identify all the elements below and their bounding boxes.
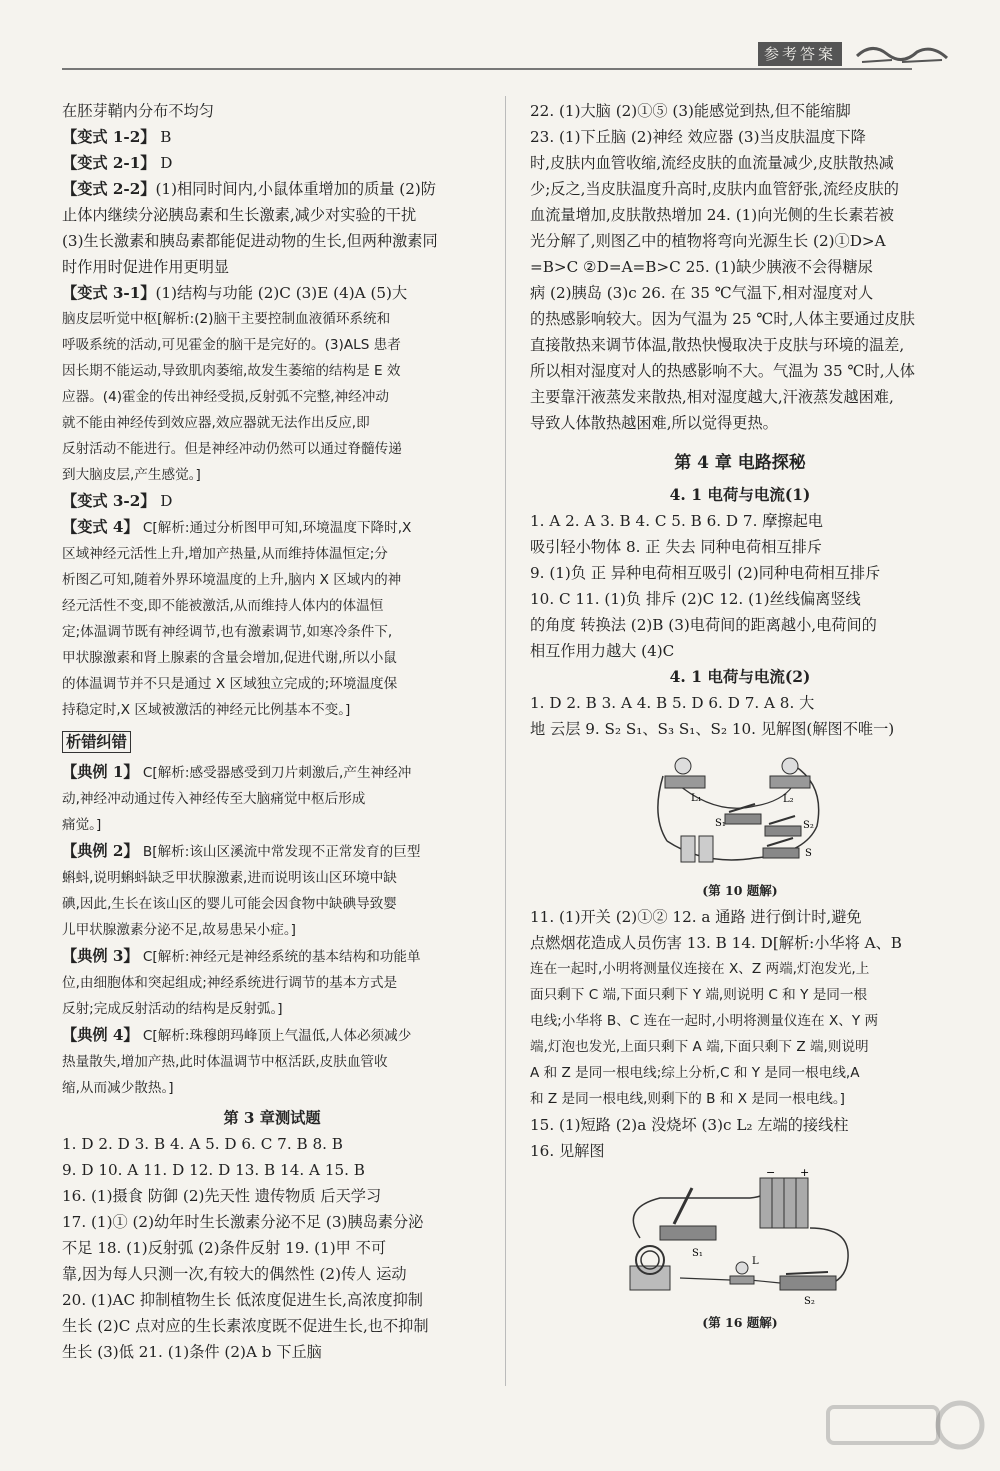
- text-line: 电线;小华将 B、C 连在一起时,小明将测量仪连在 X、Y 两: [530, 1013, 879, 1029]
- text-line: 反射;完成反射活动的结构是反射弧。]: [62, 1001, 283, 1017]
- text-line: 端,灯泡也发光,上面只剩下 A 端,下面只剩下 Z 端,则说明: [530, 1039, 869, 1055]
- chapter-title: 第 4 章 电路探秘: [674, 453, 806, 473]
- label-minus: −: [766, 1168, 776, 1179]
- switch-s-icon: [763, 848, 799, 858]
- figure-caption: (第 16 题解): [702, 1315, 778, 1330]
- text-line: 9. (1)负 正 异种电荷相互吸引 (2)同种电荷相互排斥: [530, 564, 881, 582]
- header-label: 参考答案: [758, 42, 842, 66]
- text-line: 地 云层 9. S₂ S₁、S₃ S₁、S₂ 10. 见解图(解图不唯一): [530, 720, 895, 738]
- text-line: 在胚芽鞘内分布不均匀: [62, 102, 214, 120]
- text-line: 甲状腺激素和肾上腺素的含量会增加,促进代谢,所以小鼠: [62, 650, 397, 666]
- text-line: 1. D 2. B 3. A 4. B 5. D 6. D 7. A 8. 大: [530, 694, 815, 712]
- text-line: 区域神经元活性上升,增加产热量,从而维持体温恒定;分: [62, 546, 388, 562]
- answer-line: 【变式 2-1】 D: [62, 154, 173, 172]
- text-line: 生长 (3)低 21. (1)条件 (2)A b 下丘脑: [62, 1343, 322, 1361]
- text-line: 血流量增加,皮肤散热增加 24. (1)向光侧的生长素若被: [530, 206, 894, 224]
- text-line: 少;反之,当皮肤温度升高时,皮肤内血管舒张,流经皮肤的: [530, 180, 899, 198]
- text-line: 20. (1)AC 抑制植物生长 低浓度促进生长,高浓度抑制: [62, 1291, 423, 1309]
- label-s1: S₁: [692, 1248, 703, 1259]
- text-line: 热量散失,增加产热,此时体温调节中枢活跃,皮肤血管收: [62, 1054, 388, 1070]
- text-line: 时,皮肤内血管收缩,流经皮肤的血流量减少,皮肤散热减: [530, 154, 894, 172]
- text-line: A 和 Z 是同一根电线;综上分析,C 和 Y 是同一根电线,A: [530, 1065, 860, 1081]
- text-line: 位,由细胞体和突起组成;神经系统进行调节的基本方式是: [62, 975, 398, 991]
- text-line: 1. D 2. D 3. B 4. A 5. D 6. C 7. B 8. B: [62, 1135, 343, 1153]
- text-line: 经元活性不变,即不能被激活,从而维持人体内的体温恒: [62, 598, 384, 614]
- text-line: 呼吸系统的活动,可见霍金的脑干是完好的。(3)ALS 患者: [62, 337, 401, 353]
- answer-line: 【典例 2】 B[解析:该山区溪流中常发现不正常发育的巨型: [62, 842, 421, 860]
- label-s1: S₁: [715, 818, 726, 829]
- figure-caption: (第 10 题解): [702, 883, 778, 898]
- answer-line: 【典例 1】 C[解析:感受器感受到刀片刺激后,产生神经冲: [62, 763, 412, 781]
- bulb-l1-icon: [675, 758, 691, 774]
- text-line: 1. A 2. A 3. B 4. C 5. B 6. D 7. 摩擦起电: [530, 512, 823, 530]
- section-title: 4. 1 电荷与电流(2): [669, 667, 811, 686]
- text-line: 的热感影响较大。因为气温为 25 ℃时,人体主要通过皮肤: [530, 310, 915, 328]
- section-box-label: 析错纠错: [62, 731, 131, 753]
- text-line: 缩,从而减少散热。]: [62, 1080, 174, 1096]
- text-line: 的体温调节并不只是通过 X 区域独立完成的;环境温度保: [62, 676, 398, 692]
- text-line: 11. (1)开关 (2)①② 12. a 通路 进行倒计时,避免: [530, 908, 862, 926]
- right-column: [530, 98, 950, 1336]
- section-title: 4. 1 电荷与电流(1): [669, 485, 811, 504]
- left-column: [62, 98, 482, 1365]
- text-line: 因长期不能运动,导致肌肉萎缩,故发生萎缩的结构是 E 效: [62, 363, 401, 379]
- answer-line: 【变式 1-2】 B: [62, 128, 172, 146]
- text-line: 16. (1)摄食 防御 (2)先天性 遗传物质 后天学习: [62, 1187, 382, 1205]
- label-plus: +: [800, 1168, 810, 1179]
- text-line: 所以相对湿度对人的热感影响不大。气温为 35 ℃时,人体: [530, 362, 915, 380]
- section-box-line: [62, 729, 482, 755]
- text-line: 靠,因为每人只测一次,有较大的偶然性 (2)传人 运动: [62, 1265, 407, 1283]
- switch-s1-icon: [725, 814, 761, 824]
- text-line: 析图乙可知,随着外界环境温度的上升,脑内 X 区域内的神: [62, 572, 402, 588]
- text-line: 点燃烟花造成人员伤害 13. B 14. D[解析:小华将 A、B: [530, 934, 902, 952]
- answer-line: 【变式 2-2】(1)相同时间内,小鼠体重增加的质量 (2)防: [62, 180, 436, 198]
- switch-s2-icon: [765, 826, 801, 836]
- text-line: =B>C ②D=A=B>C 25. (1)缺少胰液不会得糖尿: [530, 258, 873, 276]
- text-line: 22. (1)大脑 (2)①⑤ (3)能感觉到热,但不能缩脚: [530, 102, 851, 120]
- text-line: 10. C 11. (1)负 排斥 (2)C 12. (1)丝线偏离竖线: [530, 590, 861, 608]
- label-l1: L₁: [691, 793, 702, 804]
- label-l2: L₂: [783, 794, 794, 805]
- text-line: 蝌蚪,说明蝌蚪缺乏甲状腺激素,进而说明该山区环境中缺: [62, 870, 397, 886]
- text-line: 23. (1)下丘脑 (2)神经 效应器 (3)当皮肤温度下降: [530, 128, 866, 146]
- column-divider: [505, 96, 506, 1386]
- text-line: 导致人体散热越困难,所以觉得更热。: [530, 414, 778, 432]
- watermark-logo-icon: [820, 1395, 990, 1465]
- answer-line: 【变式 3-1】(1)结构与功能 (2)C (3)E (4)A (5)大: [62, 284, 408, 302]
- text-line: 相互作用力越大 (4)C: [530, 642, 675, 660]
- bulb-base-l1: [665, 776, 705, 788]
- text-line: 15. (1)短路 (2)a 没烧坏 (3)c L₂ 左端的接线柱: [530, 1116, 849, 1134]
- answer-line: 【典例 3】 C[解析:神经元是神经系统的基本结构和功能单: [62, 947, 421, 965]
- text-line: 吸引轻小物体 8. 正 失去 同种电荷相互排斥: [530, 538, 822, 556]
- text-line: 直接散热来调节体温,散热快慢取决于皮肤与环境的温差,: [530, 336, 905, 354]
- text-line: 碘,因此,生长在该山区的婴儿可能会因食物中缺碘导致婴: [62, 896, 397, 912]
- text-line: 时作用时促进作用更明显: [62, 258, 230, 276]
- text-line: 持稳定时,X 区域被激活的神经元比例基本不变。]: [62, 702, 351, 718]
- header-decoration-icon: [852, 38, 952, 68]
- label-s: S: [805, 848, 812, 859]
- switch-s1-icon: [660, 1226, 716, 1240]
- page-header: [62, 38, 962, 72]
- test-title: 第 3 章测试题: [223, 1109, 321, 1127]
- text-line: 光分解了,则图乙中的植物将弯向光源生长 (2)①D>A: [530, 232, 886, 250]
- text-line: 面只剩下 C 端,下面只剩下 Y 端,则说明 C 和 Y 是同一根: [530, 987, 868, 1003]
- text-line: 病 (2)胰岛 (3)c 26. 在 35 ℃气温下,相对湿度对人: [530, 284, 874, 302]
- text-line: 17. (1)① (2)幼年时生长激素分泌不足 (3)胰岛素分泌: [62, 1213, 424, 1231]
- answer-line: 【变式 3-2】 D: [62, 492, 173, 510]
- bulb-base-l2: [770, 776, 810, 788]
- text-line: 和 Z 是同一根电线,则剩下的 B 和 X 是同一根电线。]: [530, 1091, 845, 1107]
- bulb-base-l: [730, 1276, 754, 1284]
- text-line: 的角度 转换法 (2)B (3)电荷间的距离越小,电荷间的: [530, 616, 877, 634]
- answer-line: 【变式 4】 C[解析:通过分析图甲可知,环境温度下降时,X: [62, 518, 412, 536]
- bulb-l2-icon: [782, 758, 798, 774]
- text-line: 应器。(4)霍金的传出神经受损,反射弧不完整,神经冲动: [62, 389, 389, 405]
- text-line: (3)生长激素和胰岛素都能促进动物的生长,但两种激素同: [62, 232, 438, 250]
- battery-icon: [681, 836, 695, 862]
- text-line: 止体内继续分泌胰岛素和生长激素,减少对实验的干扰: [62, 206, 417, 224]
- switch-s2-icon: [780, 1276, 836, 1290]
- text-line: 9. D 10. A 11. D 12. D 13. B 14. A 15. B: [62, 1161, 365, 1179]
- text-line: 儿甲状腺激素分泌不足,故易患呆小症。]: [62, 922, 296, 938]
- circuit-diagram-q10: [645, 746, 835, 876]
- bulb-l-icon: [736, 1262, 748, 1274]
- text-line: 定;体温调节既有神经调节,也有激素调节,如寒冷条件下,: [62, 624, 393, 640]
- text-line: 脑皮层听觉中枢[解析:(2)脑干主要控制血液循环系统和: [62, 311, 391, 327]
- circuit-diagram-q16: [600, 1168, 880, 1308]
- text-line: 反射活动不能进行。但是神经冲动仍然可以通过脊髓传递: [62, 441, 402, 457]
- text-line: 生长 (2)C 点对应的生长素浓度既不促进生长,也不抑制: [62, 1317, 429, 1335]
- label-s2: S₂: [804, 1296, 815, 1307]
- text-line: 16. 见解图: [530, 1142, 605, 1160]
- text-line: 不足 18. (1)反射弧 (2)条件反射 19. (1)甲 不可: [62, 1239, 387, 1257]
- label-l: L: [752, 1256, 759, 1267]
- text-line: 动,神经冲动通过传入神经传至大脑痛觉中枢后形成: [62, 791, 366, 807]
- battery-icon: [699, 836, 713, 862]
- header-rule: [62, 68, 912, 70]
- label-s2: S₂: [803, 820, 814, 831]
- text-line: 连在一起时,小明将测量仪连接在 X、Z 两端,灯泡发光,上: [530, 961, 870, 977]
- text-line: 就不能由神经传到效应器,效应器就无法作出反应,即: [62, 415, 370, 431]
- text-line: 主要靠汗液蒸发来散热,相对湿度越大,汗液蒸发越困难,: [530, 388, 894, 406]
- text-line: 痛觉。]: [62, 817, 102, 833]
- answer-line: 【典例 4】 C[解析:珠穆朗玛峰顶上气温低,人体必须减少: [62, 1026, 412, 1044]
- text-line: 到大脑皮层,产生感觉。]: [62, 467, 201, 483]
